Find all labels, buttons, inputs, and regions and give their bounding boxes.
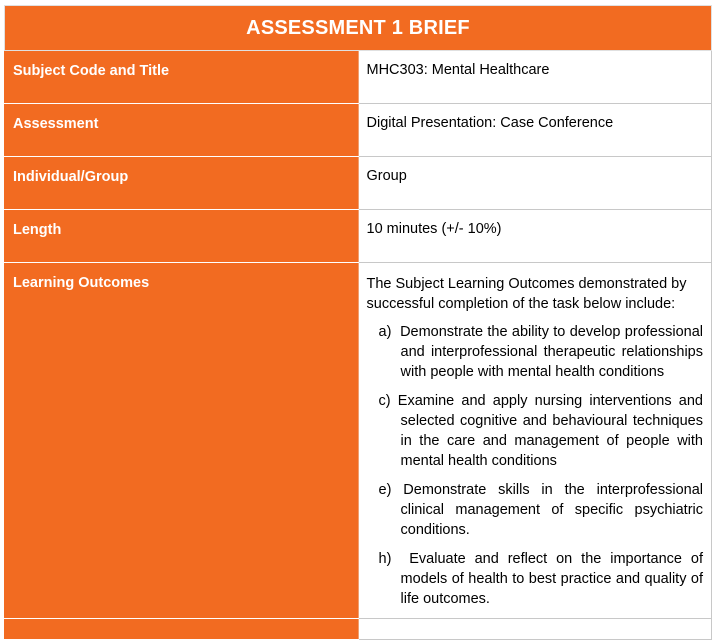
- outcome-marker: c): [378, 393, 391, 409]
- value-learning-outcomes: [358, 263, 712, 619]
- row-length: [5, 210, 712, 263]
- outcome-item: [379, 391, 704, 471]
- row-assessment: [5, 104, 712, 157]
- outcome-marker: h): [378, 551, 392, 567]
- outcome-text: Demonstrate the ability to develop professional and interprofessional therapeutic relationships with people with mental health conditions: [400, 324, 703, 380]
- learning-outcomes-intro: The Subject Learning Outcomes demonstrated by successful completion of the task below include:: [366, 276, 687, 312]
- row-continuation: [5, 619, 712, 640]
- label-assessment: Assessment: [5, 104, 359, 157]
- brief-title: ASSESSMENT 1 BRIEF: [5, 6, 712, 51]
- value-assessment: Digital Presentation: Case Conference: [358, 104, 712, 157]
- continuation-label-cell: [5, 619, 359, 640]
- outcome-item: [379, 480, 704, 540]
- label-learning-outcomes: Learning Outcomes: [5, 263, 359, 619]
- row-individual-group: [5, 157, 712, 210]
- continuation-value-cell: [358, 619, 712, 640]
- outcome-marker: e): [378, 482, 392, 498]
- row-subject: [5, 51, 712, 104]
- outcome-text: Evaluate and reflect on the importance of models of health to best practice and quality of life outcomes.: [400, 551, 703, 607]
- label-length: Length: [5, 210, 359, 263]
- outcome-marker: a): [378, 324, 392, 340]
- assessment-brief-table: [4, 5, 712, 640]
- outcome-text: Demonstrate skills in the interprofessional clinical management of specific psychiatric conditions.: [400, 482, 704, 538]
- learning-outcomes-list: [367, 322, 704, 609]
- outcome-item: [379, 322, 704, 382]
- value-subject-code-title: MHC303: Mental Healthcare: [358, 51, 712, 104]
- value-length: 10 minutes (+/- 10%): [358, 210, 712, 263]
- outcome-item: [379, 549, 704, 609]
- value-individual-group: Group: [358, 157, 712, 210]
- label-subject-code-title: Subject Code and Title: [5, 51, 359, 104]
- outcome-text: Examine and apply nursing interventions and selected cognitive and behavioural techniques in the care and management of people with mental health conditions: [397, 393, 703, 469]
- row-learning-outcomes: [5, 263, 712, 619]
- label-individual-group: Individual/Group: [5, 157, 359, 210]
